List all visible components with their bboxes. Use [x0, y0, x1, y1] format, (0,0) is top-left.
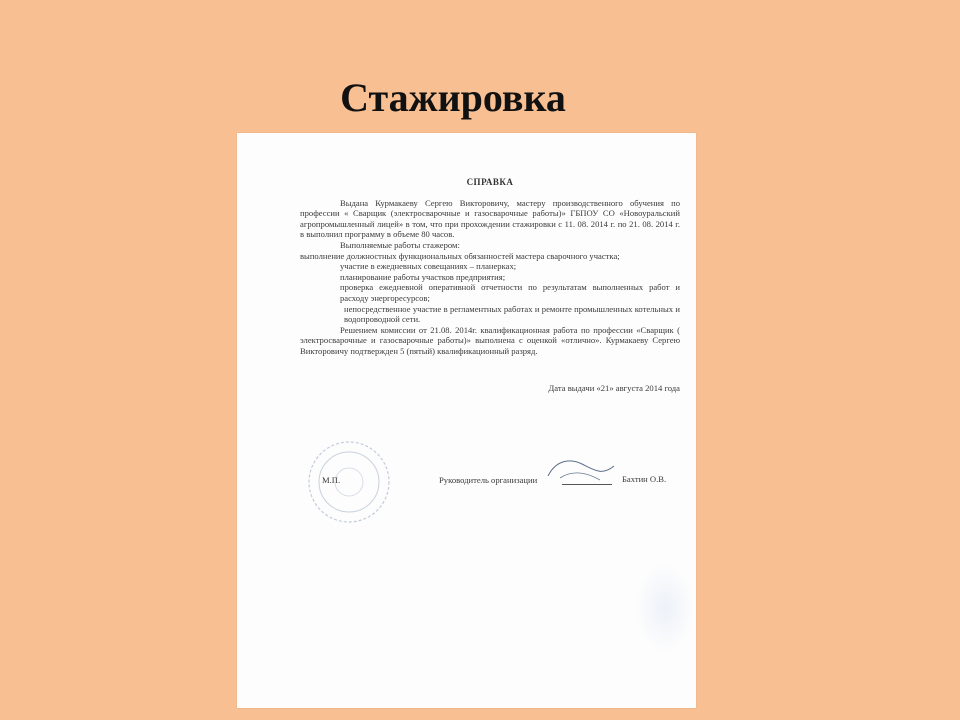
work-item: планирование работы участков предприятия; — [340, 271, 506, 282]
works-title: Выполняемые работы стажером: — [340, 239, 460, 250]
work-item: участие в ежедневных совещаниях – планерках; — [340, 261, 517, 272]
issue-date: Дата выдачи «21» августа 2014 года — [548, 382, 680, 393]
slide-title: Стажировка — [340, 75, 566, 120]
document-body — [300, 177, 680, 393]
document-heading: СПРАВКА — [466, 177, 514, 187]
decision-paragraph: Решением комиссии от 21.08. 2014г. квалификационная работа по профессии «Сварщик ( электросварочные и газосварочные работы)» выполнена с оценкой «отлично». Курмакаеву Сергею Викторовичу подтвержден 5 (пятый) квалификационный разряд. — [300, 324, 680, 356]
intro-paragraph: Выдана Курмакаеву Сергею Викторовичу, мастеру производственного обучения по профессии « Сварщик (электросварочные и газосварочные работы)» ГБПОУ СО «Новоуральский агропромышленный лицей» в том, что при прохождении стажировки с 11. 08. 2014 г. по 21. 08. 2014 г. в выполнил программу в объеме 80 часов. — [300, 197, 680, 240]
signature-block — [300, 473, 680, 503]
work-item: выполнение должностных функциональных обязанностей мастера сварочного участка; — [300, 250, 620, 261]
scan-artifact — [635, 563, 695, 653]
handwritten-signature-icon — [542, 450, 622, 490]
head-name: Бахтин О.В. — [622, 474, 667, 484]
work-item: проверка ежедневной оперативной отчетности по результатам выполненных работ и расходу энергоресурсов; — [340, 282, 680, 303]
work-item: непосредственное участие в регламентных работах и ремонте промышленных котельных и водопроводной сети. — [344, 303, 680, 325]
head-label: Руководитель организации — [439, 475, 538, 485]
document-scan — [237, 133, 696, 708]
stamp-label: М.П. — [322, 475, 341, 485]
